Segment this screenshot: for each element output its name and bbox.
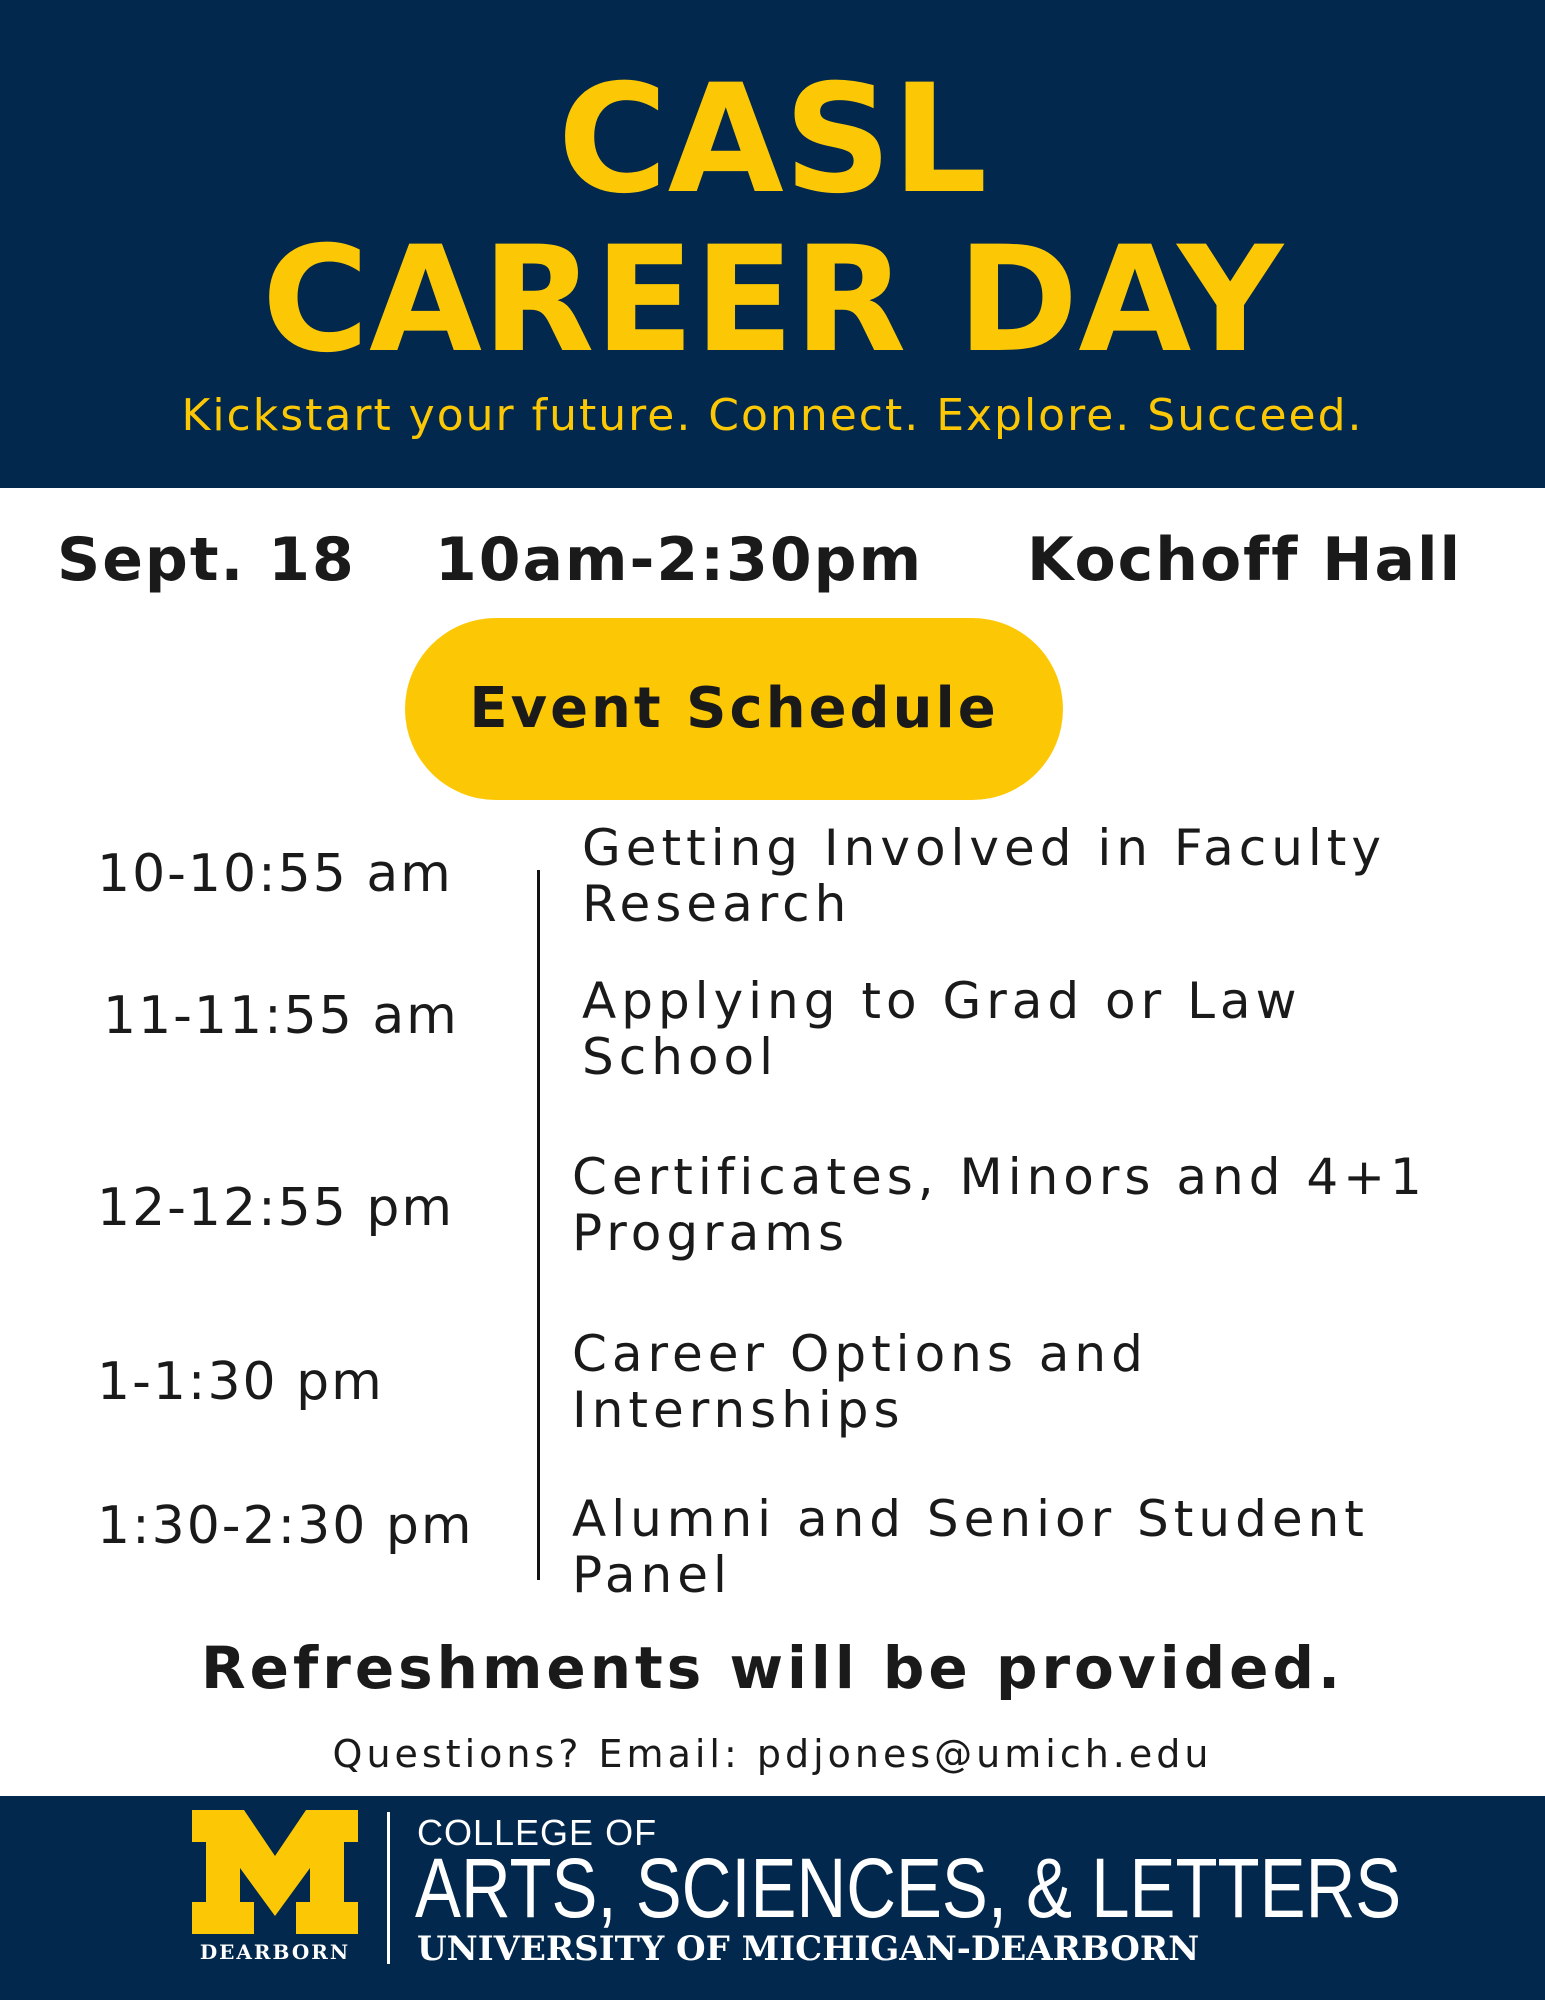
event-location: Kochoff Hall: [1027, 525, 1463, 595]
header-banner: [0, 0, 1545, 488]
event-schedule-heading: Event Schedule: [469, 676, 999, 741]
footer-divider: [387, 1812, 390, 1964]
schedule-title-line: Alumni and Senior Student: [572, 1490, 1369, 1548]
schedule-time: 1:30-2:30 pm: [97, 1496, 474, 1556]
contact-email: Questions? Email: pdjones@umich.edu: [332, 1732, 1213, 1776]
schedule-time: 12-12:55 pm: [97, 1178, 454, 1238]
university-name: UNIVERSITY OF MICHIGAN-DEARBORN: [417, 1929, 1200, 1969]
college-name: ARTS, SCIENCES, & LETTERS: [415, 1841, 1402, 1935]
college-of-label: COLLEGE OF: [417, 1812, 658, 1853]
schedule-title-line: Certificates, Minors and 4+1: [572, 1148, 1427, 1206]
schedule-title-line: Applying to Grad or Law: [582, 972, 1302, 1030]
logo-dearborn-label: DEARBORN: [199, 1940, 351, 1964]
schedule-title-line: Internships: [572, 1381, 905, 1439]
schedule-title-line: Research: [582, 875, 852, 933]
schedule-title-line: Programs: [572, 1204, 850, 1262]
event-schedule-badge: [405, 618, 1063, 800]
schedule-title: [572, 1491, 1369, 1603]
schedule-title-line: School: [582, 1028, 778, 1086]
title-line-1: CASL: [557, 53, 988, 227]
refreshments-note: Refreshments will be provided.: [200, 1634, 1344, 1702]
schedule-title: [572, 1326, 1148, 1438]
schedule-divider: [537, 870, 540, 1580]
event-time: 10am-2:30pm: [435, 525, 924, 595]
schedule-title: [582, 973, 1301, 1085]
schedule-title: [572, 1149, 1427, 1261]
schedule-title-line: Career Options and: [572, 1325, 1148, 1383]
schedule-time: 10-10:55 am: [97, 844, 453, 904]
title-line-2: CAREER DAY: [261, 215, 1284, 385]
tagline: Kickstart your future. Connect. Explore. Succeed.: [181, 390, 1364, 441]
event-date: Sept. 18: [57, 525, 356, 595]
block-m-logo-icon: [192, 1810, 358, 1934]
schedule-title-line: Panel: [572, 1546, 732, 1604]
schedule-title-line: Getting Involved in Faculty: [582, 819, 1386, 877]
schedule-time: 1-1:30 pm: [97, 1352, 384, 1412]
schedule-title: [582, 820, 1386, 932]
schedule-time: 11-11:55 am: [103, 986, 459, 1046]
